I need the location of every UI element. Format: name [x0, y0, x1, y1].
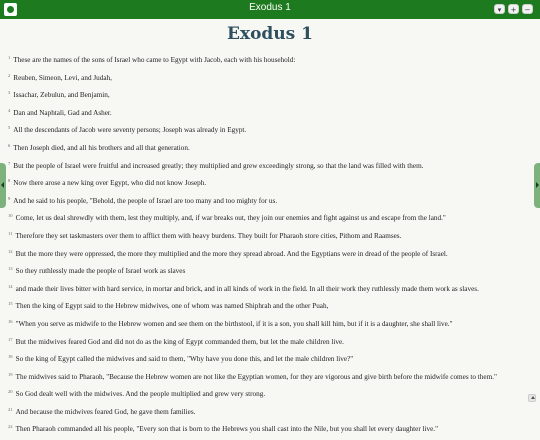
verse-number: 17 — [8, 336, 13, 342]
verse-number: 16 — [8, 318, 13, 324]
verse-text: But the people of Israel were fruitful and increased greatly; they multiplied and grew exceedingly strong, so that the land was filled with them. — [13, 161, 424, 170]
verse-text: These are the names of the sons of Israel who came to Egypt with Jacob, each with his household: — [13, 56, 296, 64]
chevron-right-icon — [536, 182, 539, 188]
verse-text: "When you serve as midwife to the Hebrew women and see them on the birthstool, if it is a son, you shall kill him, but if it is a daughter, she shall live." — [15, 319, 453, 328]
verse-row — [8, 141, 530, 153]
verse-text: And because the midwives feared God, he gave them families. — [15, 407, 196, 416]
verse-number: 20 — [8, 389, 13, 395]
next-chapter-button[interactable] — [534, 163, 540, 208]
verse-number: 22 — [8, 424, 13, 430]
verse-row — [8, 194, 530, 206]
verse-number: 3 — [8, 90, 11, 96]
verse-number: 1 — [8, 55, 11, 60]
verse-row — [8, 176, 530, 188]
verse-text: So the king of Egypt called the midwives and said to them, "Why have you done this, and let the male children live?" — [15, 355, 354, 364]
verse-row — [8, 370, 530, 382]
verse-number: 8 — [8, 178, 11, 184]
verse-row — [8, 211, 530, 223]
verse-number: 13 — [8, 266, 13, 272]
verse-number: 9 — [8, 195, 11, 201]
verse-number: 6 — [8, 142, 11, 148]
verse-row — [8, 88, 530, 100]
verse-number: 7 — [8, 160, 11, 166]
verse-number: 11 — [8, 230, 13, 236]
verse-list — [8, 53, 530, 440]
verse-text: But the more they were oppressed, the more they multiplied and the more they spread abroad. And the Egyptians were in dread of the people of Israel. — [15, 249, 448, 258]
verse-text: Then Joseph died, and all his brothers and all that generation. — [13, 143, 190, 152]
verse-row — [8, 299, 530, 311]
scroll-to-top-button[interactable] — [528, 394, 536, 402]
verse-text: and made their lives bitter with hard service, in mortar and brick, and in all kinds of work in the field. In all their work they ruthlessly made them work as slaves. — [15, 284, 479, 293]
verse-number: 19 — [8, 371, 13, 377]
verse-text: Issachar, Zebulun, and Benjamin, — [13, 91, 110, 100]
verse-row — [8, 264, 530, 276]
menu-dropdown-button[interactable]: ▾ — [494, 4, 505, 14]
verse-number: 14 — [8, 283, 13, 289]
verse-text: The midwives said to Pharaoh, "Because the Hebrew women are not like the Egyptian women, for they are vigorous and give birth before the midwife comes to them." — [15, 372, 497, 381]
title-bar — [0, 0, 540, 19]
verse-text: So they ruthlessly made the people of Israel work as slaves — [15, 267, 186, 276]
verse-row — [8, 229, 530, 241]
zoom-out-button[interactable]: − — [522, 4, 533, 14]
verse-text: So God dealt well with the midwives. And the people multiplied and grew very strong. — [15, 390, 266, 399]
verse-row — [8, 53, 530, 65]
verse-row — [8, 159, 530, 171]
verse-text: Dan and Naphtali, Gad and Asher. — [13, 108, 112, 117]
zoom-in-button[interactable]: + — [508, 4, 519, 14]
verse-row — [8, 317, 530, 329]
verse-number: 12 — [8, 248, 13, 254]
verse-row — [8, 335, 530, 347]
verse-text: Therefore they set taskmasters over them to afflict them with heavy burdens. They built for Pharaoh store cities, Pithom and Raamses. — [15, 231, 402, 240]
verse-row — [8, 422, 530, 434]
verse-row — [8, 71, 530, 83]
verse-row — [8, 247, 530, 259]
verse-text: Reuben, Simeon, Levi, and Judah, — [13, 73, 112, 82]
window-title: Exodus 1 — [249, 2, 291, 13]
verse-number: 10 — [8, 213, 13, 219]
verse-row — [8, 405, 530, 417]
verse-text: And he said to his people, "Behold, the people of Israel are too many and too mighty for us. — [13, 196, 278, 205]
verse-text: All the descendants of Jacob were seventy persons; Joseph was already in Egypt. — [13, 126, 247, 135]
verse-number: 5 — [8, 125, 11, 131]
verse-number: 21 — [8, 406, 13, 412]
verse-text: But the midwives feared God and did not do as the king of Egypt commanded them, but let the male children live. — [15, 337, 344, 346]
verse-text: Then the king of Egypt said to the Hebrew midwives, one of whom was named Shiphrah and the other Puah, — [15, 302, 329, 311]
verse-number: 15 — [8, 301, 13, 307]
chapter-heading: Exodus 1 — [227, 24, 313, 44]
verse-row — [8, 282, 530, 294]
verse-text: Come, let us deal shrewdly with them, lest they multiply, and, if war breaks out, they join our enemies and fight against us and escape from the land." — [15, 214, 446, 223]
verse-row — [8, 106, 530, 118]
verse-row — [8, 123, 530, 135]
verse-text: Now there arose a new king over Egypt, who did not know Joseph. — [13, 179, 207, 188]
verse-row — [8, 352, 530, 364]
verse-number: 4 — [8, 107, 11, 113]
previous-chapter-button[interactable] — [0, 163, 6, 208]
verse-text: Then Pharaoh commanded all his people, "Every son that is born to the Hebrews you shall cast into the Nile, but you shall let every daughter live." — [15, 425, 439, 434]
verse-number: 18 — [8, 354, 13, 360]
verse-row — [8, 387, 530, 399]
verse-number: 2 — [8, 72, 11, 78]
chevron-left-icon — [1, 182, 4, 188]
